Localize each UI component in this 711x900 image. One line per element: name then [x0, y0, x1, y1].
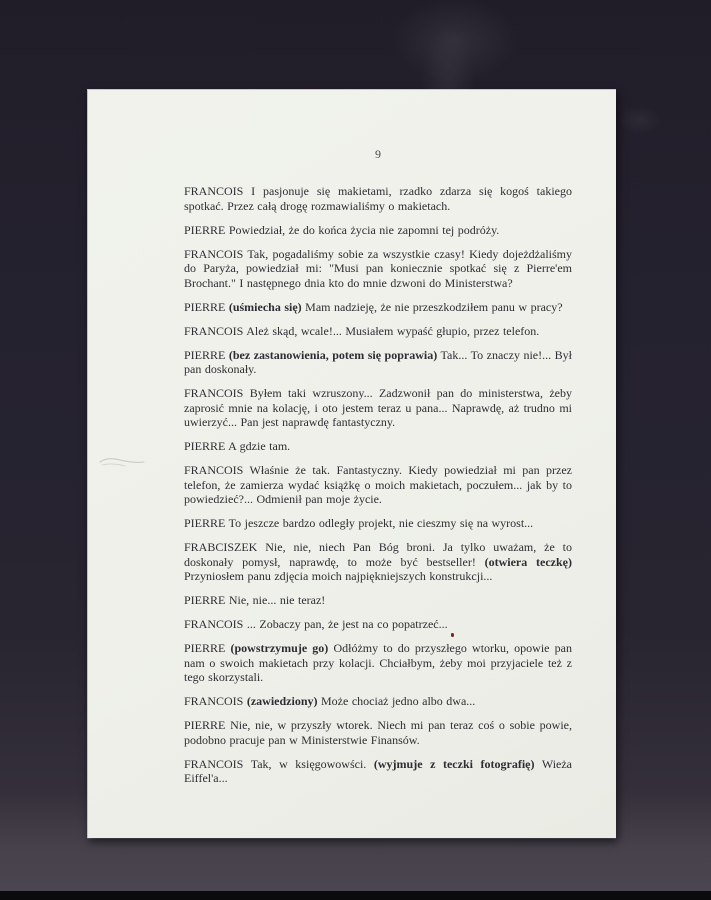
stage-direction: (otwiera teczkę)	[484, 554, 572, 569]
speaker-label: FRANCOIS	[184, 463, 244, 477]
stage-direction: (bez zastanowienia, potem się poprawia)	[228, 347, 438, 362]
speaker-label: FRANCOIS	[184, 323, 244, 338]
pencil-smudge	[98, 452, 146, 474]
stage-direction: (powstrzymuje go)	[230, 641, 329, 655]
scan-edge-bar	[0, 891, 711, 900]
dialogue-text: Nie, nie, niech Pan Bóg broni. Ja tylko uważam, że to doskonały pomysł, naprawdę, to może być bestseller!	[184, 540, 572, 569]
speaker-label: FRANCOIS	[184, 617, 244, 631]
script-paragraph	[184, 718, 572, 747]
speaker-label: PIERRE	[184, 347, 226, 362]
dialogue-text: Ależ skąd, wcale!... Musiałem wypaść głupio, przez telefon.	[243, 323, 540, 338]
scanned-page	[87, 89, 616, 838]
dialogue-text: Nie, nie... nie teraz!	[225, 593, 326, 607]
script-paragraph	[184, 617, 572, 632]
dialogue-text: Właśnie że tak. Fantastyczny. Kiedy powiedział mi pan przez telefon, że zamierza wydać książkę o moich makietach, poczułem... jak by to powiedzieć?... Odmienił pan moje życie.	[184, 463, 572, 506]
script-paragraph	[184, 593, 572, 608]
speaker-label: FRANCOIS	[184, 386, 244, 400]
speaker-label: PIERRE	[184, 516, 226, 530]
stage-direction: (zawiedziony)	[246, 694, 318, 708]
dialogue-text: I pasjonuje się makietami, rzadko zdarza się kogoś takiego spotkać. Przez całą drogę rozmawialiśmy o makietach.	[184, 184, 572, 213]
script-paragraph	[184, 348, 572, 377]
stage-direction: (wyjmuje z teczki fotografię)	[373, 756, 535, 771]
speaker-label: PIERRE	[184, 299, 226, 314]
script-paragraph	[184, 324, 572, 339]
dialogue-text: A gdzie tam.	[225, 439, 291, 453]
script-paragraph	[184, 540, 572, 584]
script-paragraph	[184, 300, 572, 315]
script-paragraph	[184, 439, 572, 454]
dialogue-text: Odłóżmy to do przyszłego wtorku, opowie pan nam o swoich makietach przy kolacji. Chciałbym, żeby moi przyjaciele też z tego skorzystali.	[184, 641, 572, 684]
script-paragraph	[184, 184, 572, 213]
page-number: 9	[375, 147, 381, 161]
speaker-label: PIERRE	[184, 718, 226, 732]
script-paragraph	[184, 223, 572, 238]
dialogue-text: Może chociaż jedno albo dwa...	[317, 694, 476, 708]
speaker-label: FRANCOIS	[184, 184, 244, 198]
dialogue-text: Powiedział, że do końca życia nie zapomni tej podróży.	[225, 222, 500, 237]
dialogue-text: Tak, pogadaliśmy sobie za wszystkie czasy! Kiedy dojeżdżaliśmy do Paryża, powiedział mi: "Musi pan koniecznie spotkać się z Pierre'em Brochant." I następnego dnia kto do mnie dzwoni do Ministerstwa?	[184, 246, 572, 290]
dialogue-text: Tak, w księgowowści.	[243, 756, 374, 771]
speaker-label: FRANCOIS	[184, 246, 244, 261]
dialogue-text: Wieża Eiffel'a...	[184, 756, 573, 785]
script-paragraph	[184, 247, 572, 291]
dialogue-text: Tak... To znaczy nie!... Był pan doskonały.	[184, 347, 572, 376]
speaker-label: FRANCOIS	[184, 756, 244, 771]
dialogue-text: To jeszcze bardzo odległy projekt, nie cieszmy się na wyrost...	[225, 516, 534, 530]
script-paragraph	[184, 641, 572, 685]
script-paragraph	[184, 694, 572, 709]
speaker-label: PIERRE	[184, 641, 226, 655]
speaker-label: PIERRE	[184, 593, 226, 607]
dialogue-text: ... Zobaczy pan, że jest na co popatrzeć...	[243, 617, 448, 631]
script-paragraph	[184, 516, 572, 531]
script-paragraph	[184, 463, 572, 507]
script-paragraph	[184, 386, 572, 430]
dialogue-text: Przyniosłem panu zdjęcia moich najpiękniejszych konstrukcji...	[184, 569, 493, 583]
speaker-label: PIERRE	[184, 439, 226, 453]
stage-direction: (uśmiecha się)	[228, 299, 302, 314]
speaker-label: PIERRE	[184, 222, 226, 237]
speaker-label: FRANCOIS	[184, 694, 244, 708]
dialogue-text: Nie, nie, w przyszły wtorek. Niech mi pan teraz coś o sobie powie, podobno pracuje pan w Ministerstwie Finansów.	[184, 718, 572, 747]
script-paragraphs	[184, 184, 572, 786]
script-paragraph	[184, 757, 572, 786]
dialogue-text: Mam nadzieję, że nie przeszkodziłem panu w pracy?	[301, 299, 563, 314]
page-content	[184, 90, 572, 786]
dialogue-text: Byłem taki wzruszony... Zadzwonił pan do ministerstwa, żeby zaprosić mnie na kolację, i oto jestem teraz u pana... Naprawdę, aż trudno mi uwierzyć... Pan jest naprawdę fantastyczny.	[184, 386, 572, 429]
speaker-label: FRABCISZEK	[184, 540, 258, 554]
